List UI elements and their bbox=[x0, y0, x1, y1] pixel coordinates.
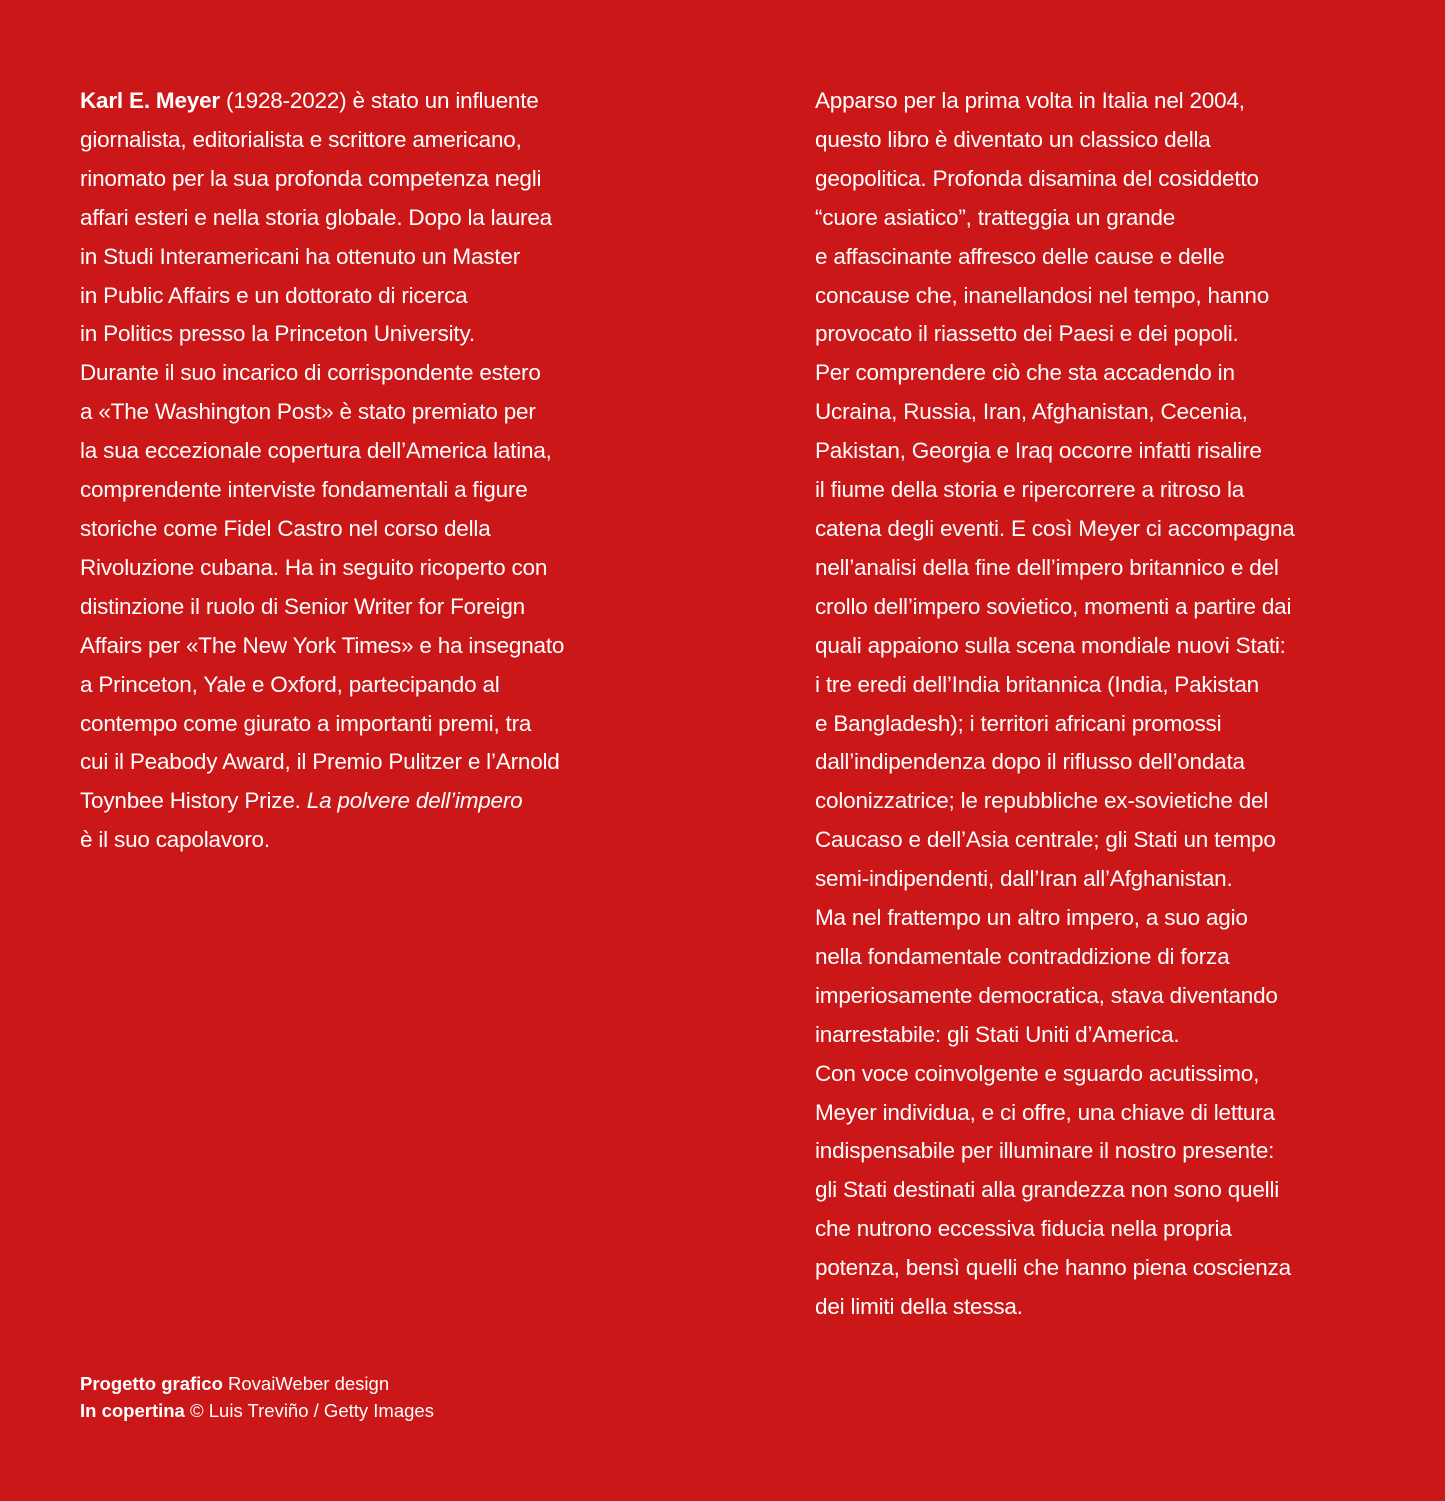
bio-line: storiche come Fidel Castro nel corso della bbox=[80, 515, 491, 541]
synopsis-line: dei limiti della stessa. bbox=[815, 1294, 1023, 1320]
synopsis-line: nell’analisi della fine dell’impero britannico e del bbox=[815, 554, 1279, 580]
bio-line: rinomato per la sua profonda competenza negli bbox=[80, 165, 542, 191]
synopsis-line: “cuore asiatico”, tratteggia un grande bbox=[815, 204, 1176, 230]
design-credit-value: RovaiWeber design bbox=[222, 1373, 390, 1394]
synopsis-line: e affascinante affresco delle cause e delle bbox=[815, 243, 1225, 269]
bio-line: Durante il suo incarico di corrispondente estero bbox=[80, 360, 541, 386]
synopsis-line: questo libro è diventato un classico della bbox=[815, 126, 1211, 152]
bio-line: contempo come giurato a importanti premi, tra bbox=[80, 710, 532, 736]
book-synopsis bbox=[815, 82, 1415, 1327]
synopsis-line: imperiosamente democratica, stava diventando bbox=[815, 982, 1278, 1008]
synopsis-line: geopolitica. Profonda disamina del cosiddetto bbox=[815, 165, 1259, 191]
bio-line: in Public Affairs e un dottorato di ricerca bbox=[80, 282, 468, 308]
synopsis-line: i tre eredi dell’India britannica (India, Pakistan bbox=[815, 671, 1259, 697]
synopsis-line: gli Stati destinati alla grandezza non sono quelli bbox=[815, 1177, 1280, 1203]
synopsis-line: Pakistan, Georgia e Iraq occorre infatti risalire bbox=[815, 438, 1262, 464]
bio-line bbox=[80, 782, 680, 821]
bio-line: a «The Washington Post» è stato premiato per bbox=[80, 399, 536, 425]
bio-line: in Studi Interamericani ha ottenuto un Master bbox=[80, 243, 521, 269]
bio-line: in Politics presso la Princeton University. bbox=[80, 321, 475, 347]
synopsis-line: catena degli eventi. E così Meyer ci accompagna bbox=[815, 515, 1295, 541]
design-credit bbox=[80, 1370, 434, 1397]
book-title: La polvere dell’impero bbox=[306, 788, 523, 814]
synopsis-line: Per comprendere ciò che sta accadendo in bbox=[815, 360, 1235, 386]
synopsis-line: quali appaiono sulla scena mondiale nuovi Stati: bbox=[815, 632, 1286, 658]
bio-line-text: Toynbee History Prize. bbox=[80, 788, 307, 814]
synopsis-line: Ucraina, Russia, Iran, Afghanistan, Cecenia, bbox=[815, 399, 1248, 425]
synopsis-line: colonizzatrice; le repubbliche ex-sovietiche del bbox=[815, 788, 1269, 814]
bio-line: distinzione il ruolo di Senior Writer for Foreign bbox=[80, 593, 525, 619]
bio-line: giornalista, editorialista e scrittore americano, bbox=[80, 126, 522, 152]
synopsis-line: Ma nel frattempo un altro impero, a suo agio bbox=[815, 905, 1248, 931]
bio-line: Affairs per «The New York Times» e ha insegnato bbox=[80, 632, 565, 658]
synopsis-line: indispensabile per illuminare il nostro presente: bbox=[815, 1138, 1275, 1164]
synopsis-line: Meyer individua, e ci offre, una chiave di lettura bbox=[815, 1099, 1275, 1125]
synopsis-line: nella fondamentale contraddizione di forza bbox=[815, 943, 1230, 969]
bio-line: affari esteri e nella storia globale. Dopo la laurea bbox=[80, 204, 552, 230]
synopsis-line: e Bangladesh); i territori africani promossi bbox=[815, 710, 1222, 736]
credits bbox=[80, 1370, 434, 1424]
bio-line: la sua eccezionale copertura dell’America latina, bbox=[80, 438, 552, 464]
cover-credit bbox=[80, 1397, 434, 1424]
bio-line: Rivoluzione cubana. Ha in seguito ricoperto con bbox=[80, 554, 548, 580]
synopsis-line: potenza, bensì quelli che hanno piena coscienza bbox=[815, 1255, 1291, 1281]
author-name: Karl E. Meyer bbox=[80, 88, 220, 113]
bio-line: cui il Peabody Award, il Premio Pulitzer e l’Arnold bbox=[80, 749, 560, 775]
bio-line bbox=[80, 82, 680, 121]
bio-line: comprendente interviste fondamentali a figure bbox=[80, 477, 528, 503]
synopsis-line: crollo dell’impero sovietico, momenti a partire dai bbox=[815, 593, 1292, 619]
cover-credit-value: © Luis Treviño / Getty Images bbox=[184, 1400, 434, 1421]
synopsis-line: semi-indipendenti, dall’Iran all’Afghanistan. bbox=[815, 866, 1233, 892]
bio-line-text: (1928-2022) è stato un influente bbox=[219, 88, 539, 113]
bio-line: a Princeton, Yale e Oxford, partecipando al bbox=[80, 671, 500, 697]
synopsis-line: inarrestabile: gli Stati Uniti d’America. bbox=[815, 1021, 1180, 1047]
author-bio bbox=[80, 82, 680, 860]
synopsis-line: provocato il riassetto dei Paesi e dei popoli. bbox=[815, 321, 1239, 347]
synopsis-line: Con voce coinvolgente e sguardo acutissimo, bbox=[815, 1060, 1260, 1086]
synopsis-line: dall’indipendenza dopo il riflusso dell’ondata bbox=[815, 749, 1245, 775]
synopsis-line: Caucaso e dell’Asia centrale; gli Stati un tempo bbox=[815, 827, 1276, 853]
synopsis-line: concause che, inanellandosi nel tempo, hanno bbox=[815, 282, 1270, 308]
cover-credit-label: In copertina bbox=[80, 1400, 185, 1421]
bio-line: è il suo capolavoro. bbox=[80, 827, 270, 853]
synopsis-line: che nutrono eccessiva fiducia nella propria bbox=[815, 1216, 1232, 1242]
synopsis-line: il fiume della storia e ripercorrere a ritroso la bbox=[815, 477, 1245, 503]
design-credit-label: Progetto grafico bbox=[80, 1373, 223, 1394]
synopsis-line: Apparso per la prima volta in Italia nel 2004, bbox=[815, 88, 1245, 113]
